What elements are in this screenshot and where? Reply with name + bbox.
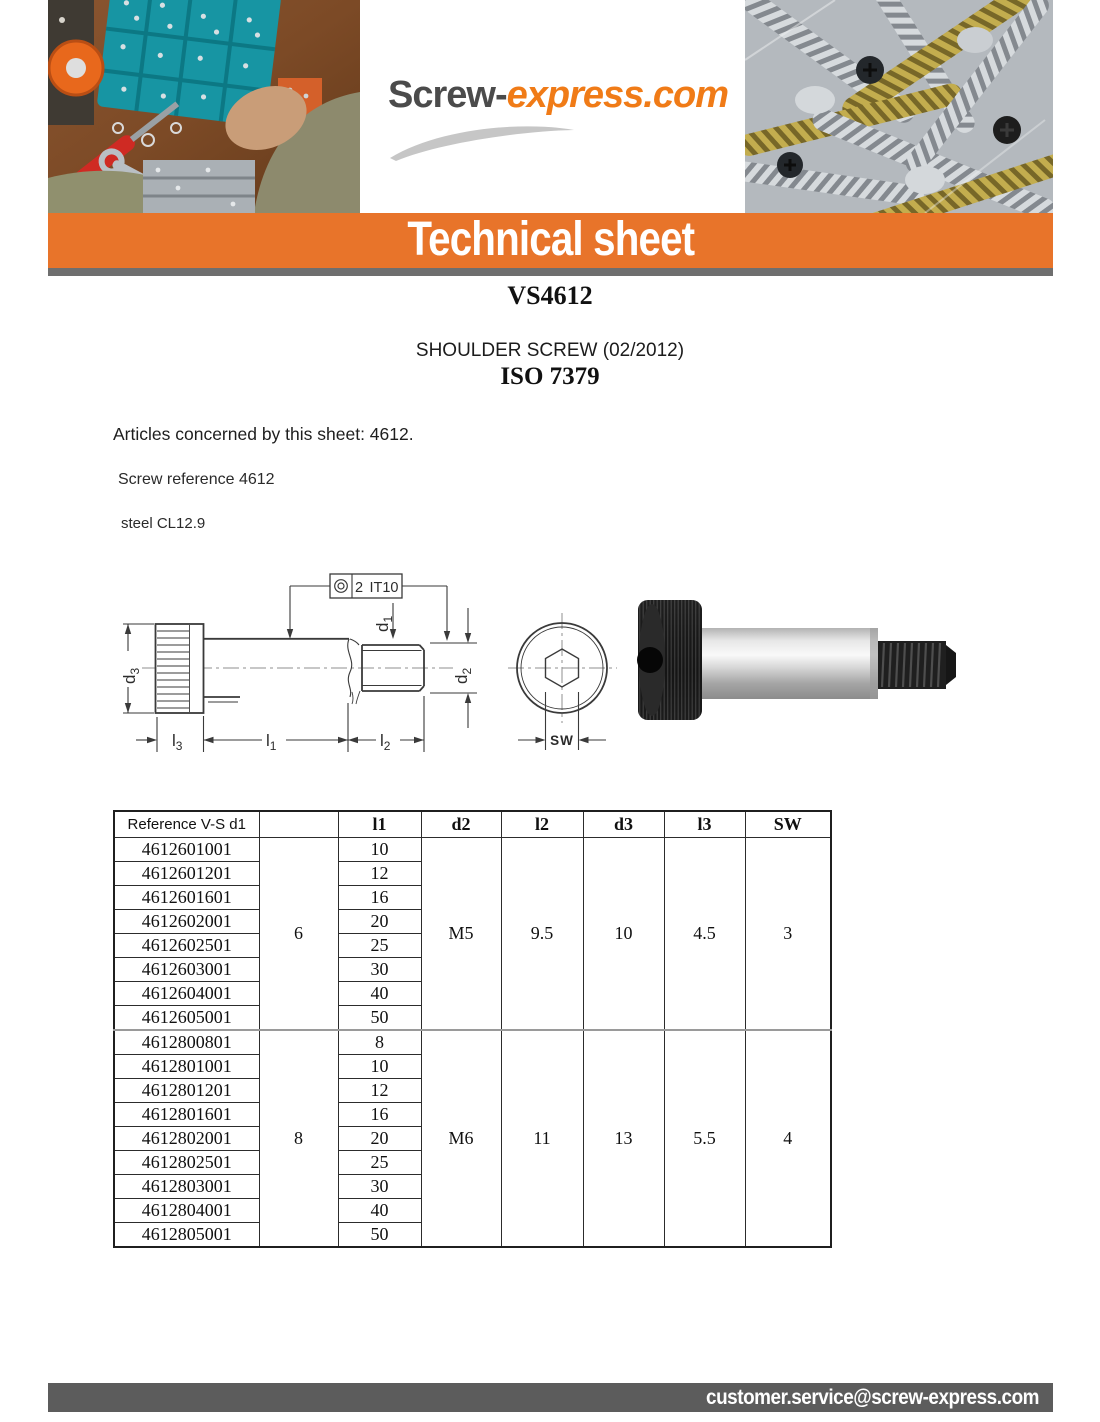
hex-socket-hole (637, 647, 663, 673)
logo-prefix: Screw- (388, 74, 507, 116)
footer-email: customer.service@screw-express.com (705, 1386, 1039, 1409)
table-cell: 9.5 (501, 838, 583, 1031)
footer-bar (48, 1383, 1053, 1412)
logo-swoosh (384, 120, 579, 162)
table-cell: M5 (421, 838, 501, 1031)
table-cell: 40 (338, 982, 421, 1006)
callout-value: 2 (354, 580, 364, 596)
table-cell: 25 (338, 934, 421, 958)
spec-table-body (114, 838, 831, 1248)
label-d3: $d_3$ (120, 667, 142, 684)
table-cell: 4612604001 (114, 982, 259, 1006)
table-cell: 13 (583, 1030, 664, 1247)
table-cell: 30 (338, 958, 421, 982)
table-cell: 4612804001 (114, 1199, 259, 1223)
table-cell: 4612601201 (114, 862, 259, 886)
column-header-d3: d3 (583, 811, 664, 838)
table-cell: 4612605001 (114, 1006, 259, 1031)
table-cell: 6 (259, 838, 338, 1031)
table-row (114, 838, 831, 862)
spec-table (113, 810, 832, 1248)
table-cell: 4612801001 (114, 1055, 259, 1079)
table-cell: 4612800801 (114, 1030, 259, 1055)
material-note: steel CL12.9 (121, 515, 206, 532)
table-cell: 20 (338, 1127, 421, 1151)
table-cell: 16 (338, 886, 421, 910)
label-sw: SW (550, 733, 574, 748)
table-cell: M6 (421, 1030, 501, 1247)
table-cell: 4612802001 (114, 1127, 259, 1151)
label-l1: $l_1$ (266, 731, 277, 753)
banner-title: Technical sheet (407, 213, 694, 266)
screws-photo-illustration (745, 0, 1053, 213)
table-cell: 12 (338, 1079, 421, 1103)
header-photo-workbench (48, 0, 360, 213)
sheet-standard: ISO 7379 (500, 363, 600, 390)
table-cell: 8 (259, 1030, 338, 1247)
table-cell: 4612801601 (114, 1103, 259, 1127)
table-cell: 3 (745, 838, 831, 1031)
articles-note: Articles concerned by this sheet: 4612. (113, 424, 414, 444)
metal-organizer (143, 160, 255, 213)
table-cell: 12 (338, 862, 421, 886)
column-header-reference: Reference V-S d1 (114, 811, 259, 838)
table-cell: 4612805001 (114, 1223, 259, 1248)
label-d1: $d_1$ (373, 615, 395, 632)
screw-reference: Screw reference 4612 (118, 471, 275, 488)
table-cell: 40 (338, 1199, 421, 1223)
table-cell: 50 (338, 1006, 421, 1031)
column-header-l1: l1 (338, 811, 421, 838)
table-cell: 4612601601 (114, 886, 259, 910)
shoulder-screw-photo (630, 592, 960, 727)
logo-suffix: express.com (506, 74, 728, 116)
sheet-subtitle: SHOULDER SCREW (02/2012) (415, 340, 685, 361)
table-cell: 4612603001 (114, 958, 259, 982)
screw-thread (878, 641, 956, 689)
tolerance-callout (287, 574, 450, 641)
tape-measure (49, 41, 103, 95)
table-row (114, 1030, 831, 1055)
column-header-sw: SW (745, 811, 831, 838)
table-cell: 10 (338, 838, 421, 862)
label-l3: $l_3$ (172, 731, 183, 753)
column-header-d2: d2 (421, 811, 501, 838)
table-cell: 4 (745, 1030, 831, 1247)
table-cell: 4612801201 (114, 1079, 259, 1103)
table-cell: 4612601001 (114, 838, 259, 862)
screw-shoulder (702, 628, 878, 699)
callout-tolerance: IT10 (369, 580, 399, 596)
spec-table-head (114, 811, 831, 838)
technical-drawing (85, 550, 630, 775)
sheet-code: VS4612 (507, 281, 593, 310)
column-header-l3: l3 (664, 811, 745, 838)
logo (388, 74, 748, 117)
table-cell: 10 (338, 1055, 421, 1079)
column-header-l2: l2 (501, 811, 583, 838)
table-cell: 10 (583, 838, 664, 1031)
column-header-d1 (259, 811, 338, 838)
table-cell: 8 (338, 1030, 421, 1055)
table-cell: 30 (338, 1175, 421, 1199)
table-header-row (114, 811, 831, 838)
table-cell: 4612803001 (114, 1175, 259, 1199)
table-cell: 25 (338, 1151, 421, 1175)
screw-head (637, 600, 702, 720)
label-l2: $l_2$ (380, 731, 391, 753)
table-cell: 4612602001 (114, 910, 259, 934)
header-photo-screws (745, 0, 1053, 213)
technical-sheet-banner (48, 213, 1053, 268)
label-d2: $d_2$ (452, 667, 474, 684)
table-cell: 4612602501 (114, 934, 259, 958)
table-cell: 16 (338, 1103, 421, 1127)
banner-divider (48, 268, 1053, 276)
table-cell: 4612802501 (114, 1151, 259, 1175)
table-cell: 11 (501, 1030, 583, 1247)
workbench-photo-illustration (48, 0, 360, 213)
table-cell: 50 (338, 1223, 421, 1248)
table-cell: 20 (338, 910, 421, 934)
table-cell: 5.5 (664, 1030, 745, 1247)
table-cell: 4.5 (664, 838, 745, 1031)
